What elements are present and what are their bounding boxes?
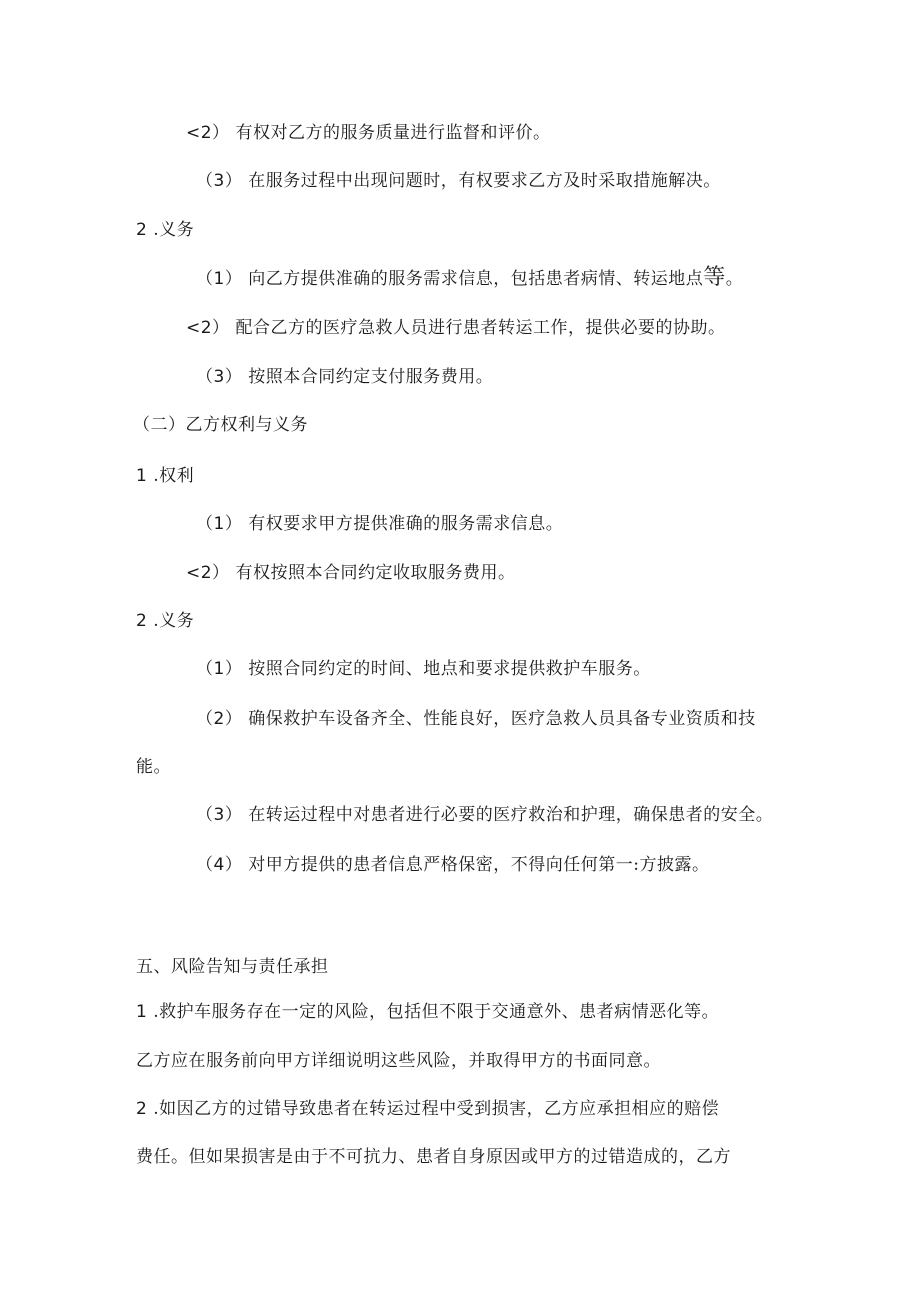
item-number: （1）: [196, 514, 243, 534]
party-b-obligation-item-2: [196, 708, 756, 730]
section-title: 五、风险告知与责任承担: [136, 957, 329, 977]
item-text: 有权要求甲方提供准确的服务需求信息。: [248, 514, 564, 534]
party-b-obligation-item-2-continued: [136, 756, 171, 778]
item-text: 在服务过程中出现问题时，有权要求乙方及时采取措施解决。: [248, 171, 721, 191]
section-title: .义务: [153, 611, 195, 631]
party-b-obligations-heading: [136, 610, 194, 632]
clause-text: .如因乙方的过错导致患者在转运过程中受到损害，乙方应承担相应的赔偿: [153, 1099, 720, 1119]
risk-clause-2-continued: [136, 1146, 731, 1168]
item-number: （3）: [196, 805, 243, 825]
party-b-right-item-1: [196, 513, 563, 535]
item-text: 按照合同约定的时间、地点和要求提供救护车服务。: [248, 659, 651, 679]
party-b-right-item-2: [186, 562, 515, 584]
item-text: 配合乙方的医疗急救人员进行患者转运工作，提供必要的协助。: [235, 318, 726, 338]
item-number: <2）: [186, 318, 230, 338]
party-a-obligations-heading: [136, 219, 194, 241]
risk-clause-2: [136, 1098, 719, 1120]
party-a-right-item-2: [186, 122, 550, 144]
item-number: （4）: [196, 855, 243, 875]
section-title: （二）乙方权利与义务: [133, 415, 308, 435]
item-text: 对甲方提供的患者信息严格保密，不得向任何第一:方披露。: [248, 855, 710, 875]
party-b-section-heading: [133, 414, 308, 436]
clause-number: 1: [136, 1002, 148, 1022]
party-a-obligation-item-1: [196, 267, 743, 290]
clause-text: .救护车服务存在一定的风险，包括但不限于交通意外、患者病情恶化等。: [153, 1002, 720, 1022]
item-text: 在转运过程中对患者进行必要的医疗救治和护理，确保患者的安全。: [248, 805, 774, 825]
clause-text: 乙方应在服务前向甲方详细说明这些风险，并取得甲方的书面同意。: [136, 1051, 661, 1071]
item-number: （1）: [196, 659, 243, 679]
item-text: 按照本合同约定支付服务费用。: [248, 367, 494, 387]
party-b-rights-heading: [136, 465, 194, 487]
risk-clause-1: [136, 1001, 719, 1023]
item-number: <2）: [186, 123, 230, 143]
party-a-obligation-item-3: [196, 366, 493, 388]
party-b-obligation-item-4: [196, 854, 709, 876]
party-b-obligation-item-1: [196, 658, 651, 680]
item-text-tail: 等: [703, 265, 726, 290]
party-a-obligation-item-2: [186, 317, 725, 339]
clause-number: 2: [136, 1099, 148, 1119]
item-text: 能。: [136, 757, 171, 777]
item-text-end: 。: [725, 269, 744, 289]
item-number: <2）: [186, 563, 230, 583]
section-number: 2: [136, 611, 148, 631]
item-number: （3）: [196, 367, 243, 387]
item-text: 向乙方提供准确的服务需求信息，包括患者病情、转运地点: [248, 269, 704, 289]
item-text: 有权对乙方的服务质量进行监督和评价。: [235, 123, 551, 143]
section-title: .义务: [153, 220, 195, 240]
item-text: 有权按照本合同约定收取服务费用。: [235, 563, 516, 583]
party-a-right-item-3: [196, 170, 721, 192]
risk-clause-1-continued: [136, 1050, 661, 1072]
item-number: （3）: [196, 171, 243, 191]
section-title: .权利: [153, 466, 195, 486]
risk-section-heading: [136, 956, 329, 978]
item-number: （1）: [196, 269, 243, 289]
section-number: 1: [136, 466, 148, 486]
item-number: （2）: [196, 709, 243, 729]
item-text: 确保救护车设备齐全、性能良好，医疗急救人员具备专业资质和技: [248, 709, 756, 729]
section-number: 2: [136, 220, 148, 240]
party-b-obligation-item-3: [196, 804, 773, 826]
clause-text: 费任。但如果损害是由于不可抗力、患者自身原因或甲方的过错造成的，乙方: [136, 1147, 731, 1167]
